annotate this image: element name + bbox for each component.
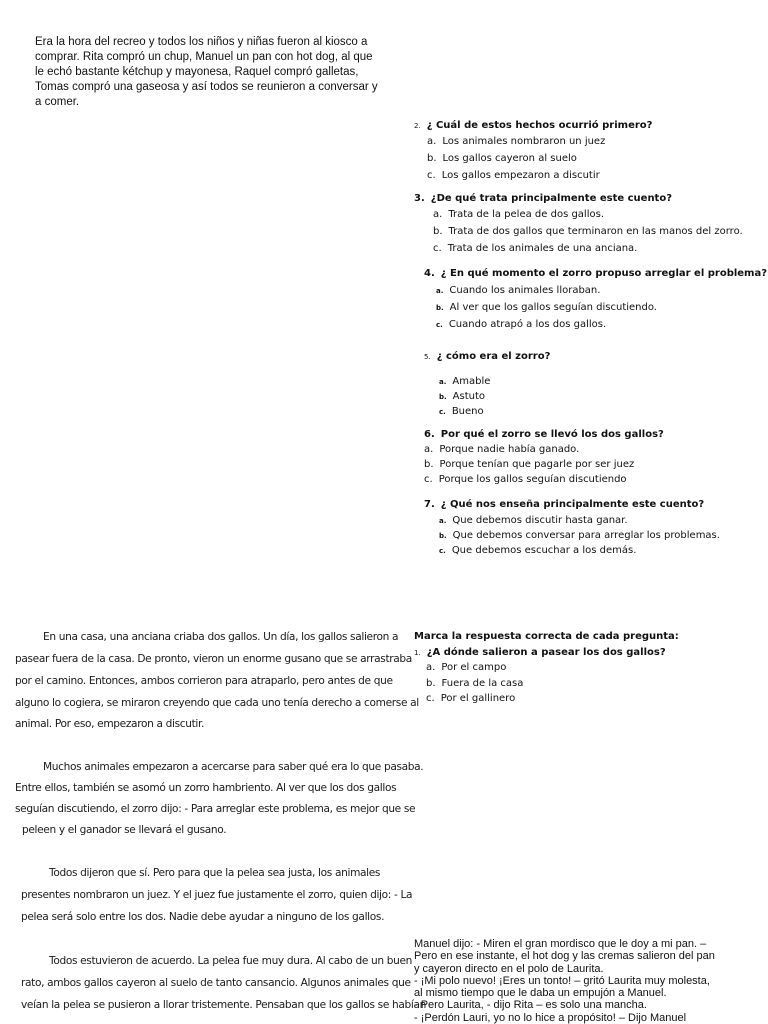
story-line: pasear fuera de la casa. De pronto, vieron un enorme gusano que se arrastraba bbox=[15, 653, 412, 665]
dialogue-line: - ¡Perdón Lauri, yo no lo hice a propósito! – Dijo Manuel bbox=[414, 1011, 687, 1024]
option-letter: c. bbox=[439, 547, 446, 555]
instruction-heading: Marca la respuesta correcta de cada pregunta: bbox=[414, 631, 679, 642]
option-letter: b. bbox=[424, 459, 434, 470]
option-letter: a. bbox=[427, 136, 437, 147]
story-line: rato, ambos gallos cayeron al suelo de tanto cansancio. Algunos animales que bbox=[21, 977, 411, 989]
story-line: Todos dijeron que sí. Pero para que la pelea sea justa, los animales bbox=[49, 867, 381, 879]
option-letter: c. bbox=[427, 170, 436, 181]
option-text: Porque nadie había ganado. bbox=[439, 444, 580, 455]
story-line: por el camino. Entonces, ambos corrieron para atraparlo, pero antes de que bbox=[15, 675, 393, 687]
story-line: seguían discutiendo, el zorro dijo: - Para arreglar este problema, es mejor que se bbox=[15, 803, 416, 815]
option-letter: b. bbox=[439, 532, 447, 540]
question-text: Por qué el zorro se llevó los dos gallos? bbox=[440, 429, 664, 440]
dialogue-line: al mismo tiempo que le daba un empujón a Manuel. bbox=[414, 987, 667, 1000]
option-letter: a. bbox=[439, 517, 447, 525]
dialogue-line: - Pero Laurita, - dijo Rita – es solo una mancha. bbox=[414, 999, 647, 1012]
option-letter: c. bbox=[433, 243, 442, 254]
question-text: ¿De qué trata principalmente este cuento? bbox=[430, 193, 673, 204]
question-number: 4. bbox=[424, 268, 435, 279]
option-letter: a. bbox=[424, 444, 434, 455]
option-letter: a. bbox=[433, 209, 443, 220]
option-letter: c. bbox=[426, 693, 435, 704]
option-letter: c. bbox=[436, 321, 443, 329]
option-text: Que debemos conversar para arreglar los problemas. bbox=[452, 530, 720, 541]
option-text: Que debemos escuchar a los demás. bbox=[451, 545, 637, 556]
story-line: Muchos animales empezaron a acercarse para saber qué era lo que pasaba. bbox=[43, 761, 424, 773]
dialogue-paragraph bbox=[414, 938, 764, 1024]
option-text: Trata de los animales de una anciana. bbox=[447, 243, 638, 254]
question-number: 6. bbox=[424, 429, 435, 440]
dialogue-line: y cayeron directo en el polo de Laurita. bbox=[414, 962, 604, 975]
option-letter: b. bbox=[426, 678, 436, 689]
option-letter: c. bbox=[424, 474, 433, 485]
option-text: Cuando atrapó a los dos gallos. bbox=[448, 319, 607, 330]
intro-paragraph: Era la hora del recreo y todos los niños y niñas fueron al kiosco a comprar. Rita compró un chup, Manuel un pan con hot dog, al que le echó bastante kétchup y mayonesa, Raquel compró galletas, Tomas compró una gaseosa y así todos se reunieron a conversar y a comer. bbox=[35, 36, 378, 108]
option-text: Porque tenían que pagarle por ser juez bbox=[439, 459, 635, 470]
question-text: ¿ En qué momento el zorro propuso arreglar el problema? bbox=[440, 268, 768, 279]
option-letter: b. bbox=[427, 153, 437, 164]
story-line: pelea será solo entre los dos. Nadie debe ayudar a ninguno de los gallos. bbox=[21, 911, 385, 923]
option-letter: b. bbox=[436, 304, 444, 312]
dialogue-line: Pero en ese instante, el hot dog y las cremas salieron del pan bbox=[414, 950, 715, 963]
option-text: Los gallos cayeron al suelo bbox=[442, 153, 577, 164]
question-number: 1. bbox=[414, 649, 421, 657]
option-text: Por el gallinero bbox=[440, 693, 516, 704]
option-letter: a. bbox=[426, 662, 436, 673]
option-text: Trata de dos gallos que terminaron en las manos del zorro. bbox=[448, 226, 743, 237]
option-text: Al ver que los gallos seguían discutiendo. bbox=[449, 302, 657, 313]
dialogue-line: - ¡Mi polo nuevo! ¡Eres un tonto! – gritó Laurita muy molesta, bbox=[414, 974, 710, 987]
option-letter: b. bbox=[433, 226, 443, 237]
story-line: alguno lo cogiera, se miraron creyendo que cada uno tenía derecho a comerse al bbox=[15, 697, 419, 709]
option-letter: a. bbox=[436, 287, 444, 295]
option-text: Bueno bbox=[451, 406, 484, 417]
story-line: presentes nombraron un juez. Y el juez fue justamente el zorro, quien dijo: - La bbox=[21, 889, 413, 901]
option-text: Que debemos discutir hasta ganar. bbox=[452, 515, 628, 526]
option-text: Fuera de la casa bbox=[441, 678, 524, 689]
story-line: peleen y el ganador se llevará el gusano. bbox=[22, 824, 227, 836]
story-line: En una casa, una anciana criaba dos gallos. Un día, los gallos salieron a bbox=[43, 631, 399, 643]
option-text: Porque los gallos seguían discutiendo bbox=[438, 474, 627, 485]
question-text: ¿A dónde salieron a pasear los dos gallos? bbox=[426, 647, 666, 658]
question-number: 7. bbox=[424, 499, 435, 510]
option-text: Trata de la pelea de dos gallos. bbox=[448, 209, 604, 220]
question-number: 2. bbox=[414, 122, 421, 130]
question-text: ¿ cómo era el zorro? bbox=[436, 351, 551, 362]
story-line: animal. Por eso, empezaron a discutir. bbox=[15, 718, 205, 730]
story-line: Todos estuvieron de acuerdo. La pelea fue muy dura. Al cabo de un buen bbox=[49, 955, 413, 967]
story-line: Entre ellos, también se asomó un zorro hambriento. Al ver que los dos gallos bbox=[15, 782, 397, 794]
option-letter: b. bbox=[439, 393, 447, 401]
option-text: Por el campo bbox=[441, 662, 507, 673]
dialogue-line: Manuel dijo: - Miren el gran mordisco que le doy a mi pan. – bbox=[414, 938, 707, 950]
option-text: Cuando los animales lloraban. bbox=[449, 285, 601, 296]
option-text: Astuto bbox=[452, 391, 486, 402]
story-line: veían la pelea se pusieron a llorar tristemente. Pensaban que los gallos se habían bbox=[21, 999, 427, 1011]
option-text: Los gallos empezaron a discutir bbox=[441, 170, 600, 181]
option-text: Amable bbox=[452, 376, 491, 387]
question-text: ¿ Cuál de estos hechos ocurrió primero? bbox=[426, 120, 653, 131]
question-number: 5. bbox=[424, 353, 431, 361]
option-letter: a. bbox=[439, 378, 447, 386]
question-text: ¿ Qué nos enseña principalmente este cuento? bbox=[440, 499, 705, 510]
option-text: Los animales nombraron un juez bbox=[442, 136, 606, 147]
question-number: 3. bbox=[414, 193, 425, 204]
option-letter: c. bbox=[439, 408, 446, 416]
